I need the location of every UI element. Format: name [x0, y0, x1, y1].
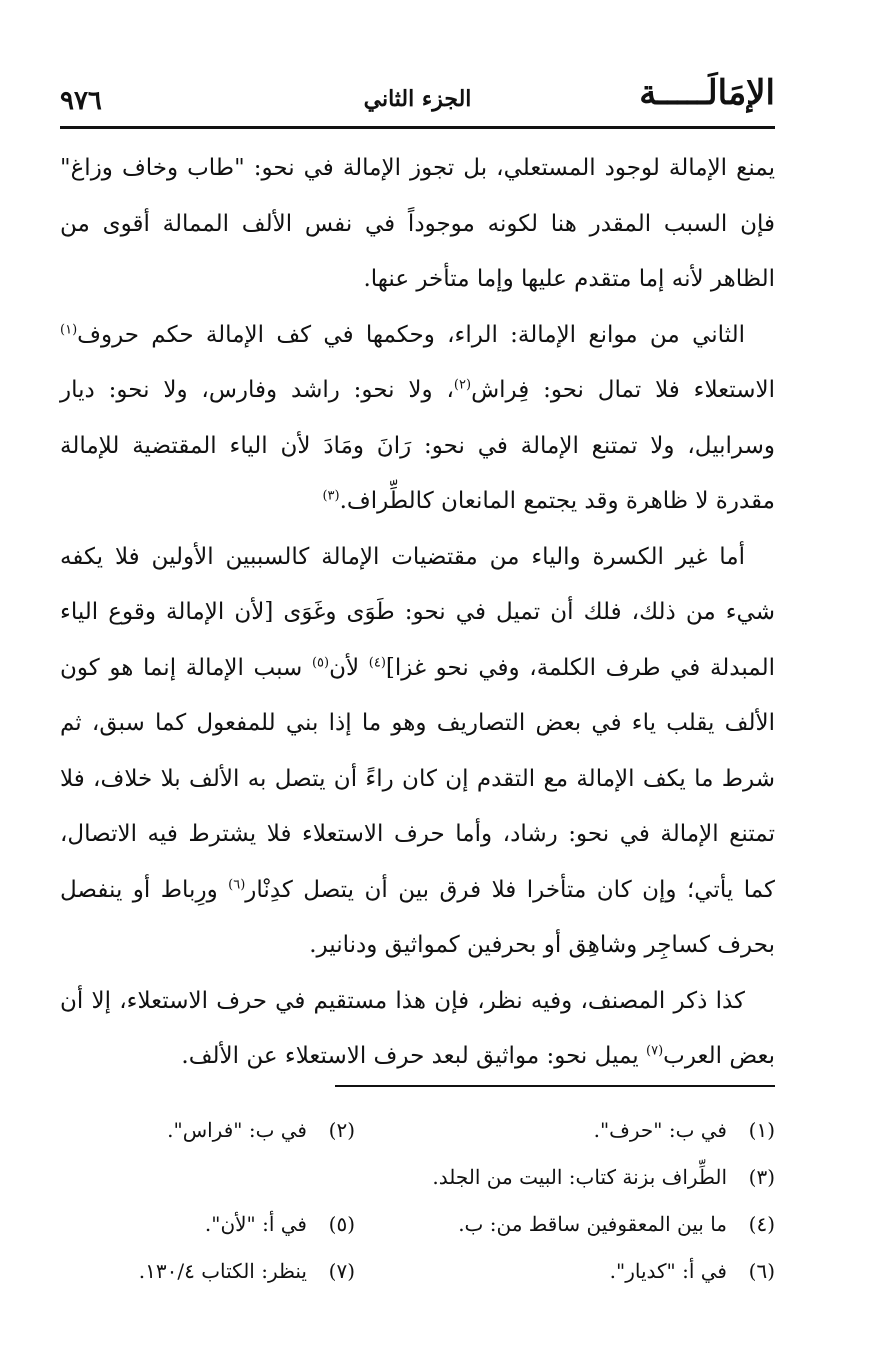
paragraph-2	[60, 308, 775, 530]
footnote-text: في ب: "حرف".	[593, 1117, 727, 1142]
footnote-ref-2[interactable]: (٢)	[453, 377, 472, 393]
paragraph-text: الاستعلاء فلا تمال نحو: فِراش	[471, 377, 775, 403]
footnote-text: الطِّراف بزنة كتاب: البيت من الجلد.	[432, 1164, 727, 1189]
footnote-text: في أ: "كديار".	[609, 1258, 727, 1283]
footnote-separator	[335, 1085, 775, 1087]
paragraph-text: يميل نحو: مواثيق لبعد حرف الاستعلاء عن الألف.	[181, 1043, 647, 1069]
footnote-ref-4[interactable]: (٤)	[368, 654, 386, 670]
footnote-number: (٦)	[748, 1258, 775, 1283]
paragraph-text: ورِباط أو ينفصل بحرف كساجِر وشاهِق أو بحرفين كمواثيق ودنانير.	[60, 876, 775, 958]
paragraph-3	[60, 530, 775, 974]
chapter-title: الإمَالَـــــة	[639, 73, 775, 113]
footnote-row	[60, 1247, 775, 1294]
footnote-row	[60, 1106, 775, 1153]
footnote-number: (٢)	[328, 1117, 355, 1142]
footnote-ref-5[interactable]: (٥)	[311, 654, 330, 670]
footnote-number: (٤)	[748, 1211, 775, 1236]
part-title: الجزء الثاني	[363, 86, 472, 112]
footnote-7	[139, 1259, 355, 1283]
book-page	[60, 70, 775, 1327]
footnote-4	[355, 1212, 775, 1236]
paragraph-text: أما غير الكسرة والياء من مقتضيات الإمالة كالسببين الأولين فلا يكفه شيء من ذلك، فلك أن تميل في نحو: طَوَى وغَوَى [لأن الإمالة وقوع الياء المبدلة في طرف الكلمة، وفي نحو غزا]	[60, 543, 775, 681]
footnote-number: (٧)	[328, 1258, 355, 1283]
main-text	[60, 141, 775, 1085]
paragraph-text: سبب الإمالة إنما هو كون الألف يقلب ياء في بعض التصاريف وهو ما إذا بني للمفعول كما سبق، ثم شرط ما يكف الإمالة مع التقدم إن كان راءً أن يتصل به الألف بلا خلاف، فلا تمتنع الإمالة في نحو: رشاد، وأما حرف الاستعلاء فلا يشترط فيه الاتصال، كما يأتي؛ وإن كان متأخرا فلا فرق بين أن يتصل كدِنْار	[60, 654, 775, 903]
footnote-ref-1[interactable]: (١)	[60, 321, 78, 337]
footnote-number: (٣)	[748, 1164, 775, 1189]
paragraph-text: الثاني من موانع الإمالة: الراء، وحكمها في كف الإمالة حكم حروف	[77, 321, 745, 348]
footnote-text: ينظر: الكتاب ١٣٠/٤.	[138, 1258, 307, 1283]
footnote-row	[60, 1200, 775, 1247]
footnote-text: ما بين المعقوفين ساقط من: ب.	[458, 1211, 727, 1236]
paragraph-text: لأن	[329, 654, 369, 681]
footnote-2	[167, 1118, 355, 1142]
footnote-text: في أ: "لأن".	[204, 1211, 307, 1236]
footnotes	[60, 1106, 775, 1294]
footnote-ref-3[interactable]: (٣)	[322, 488, 340, 504]
footnote-number: (٥)	[328, 1211, 355, 1236]
footnote-ref-7[interactable]: (٧)	[646, 1043, 664, 1059]
paragraph-text: ، ولا نحو: راشد وفارس، ولا نحو: ديار وسرابيل، ولا تمتنع الإمالة في نحو: رَانَ ومَادَ لأن الياء المقتضية للإمالة مقدرة لا ظاهرة وقد يجتمع المانعان كالطِّراف.	[60, 377, 775, 514]
footnote-row	[60, 1153, 775, 1200]
paragraph-4	[60, 974, 775, 1085]
footnote-5	[205, 1212, 355, 1236]
paragraph-1	[60, 141, 775, 308]
footnote-1	[355, 1118, 775, 1142]
footnote-ref-6[interactable]: (٦)	[228, 876, 246, 892]
paragraph-text: كذا ذكر المصنف، وفيه نظر، فإن هذا مستقيم في حرف الاستعلاء، إلا أن بعض العرب	[60, 987, 775, 1069]
page-number: ٩٧٦	[60, 86, 102, 116]
footnote-6	[355, 1259, 775, 1283]
footnote-number: (١)	[748, 1117, 775, 1142]
footnote-3	[432, 1165, 775, 1189]
paragraph-text: يمنع الإمالة لوجود المستعلي، بل تجوز الإمالة في نحو: "طاب وخاف وزاغ" فإن السبب المقدر هنا لكونه موجوداً في نفس الألف الممالة أقوى من الظاهر لأنه إما متقدم عليها وإما متأخر عنها.	[60, 155, 775, 292]
footnote-text: في ب: "فراس".	[167, 1117, 307, 1142]
page-header	[60, 70, 775, 129]
